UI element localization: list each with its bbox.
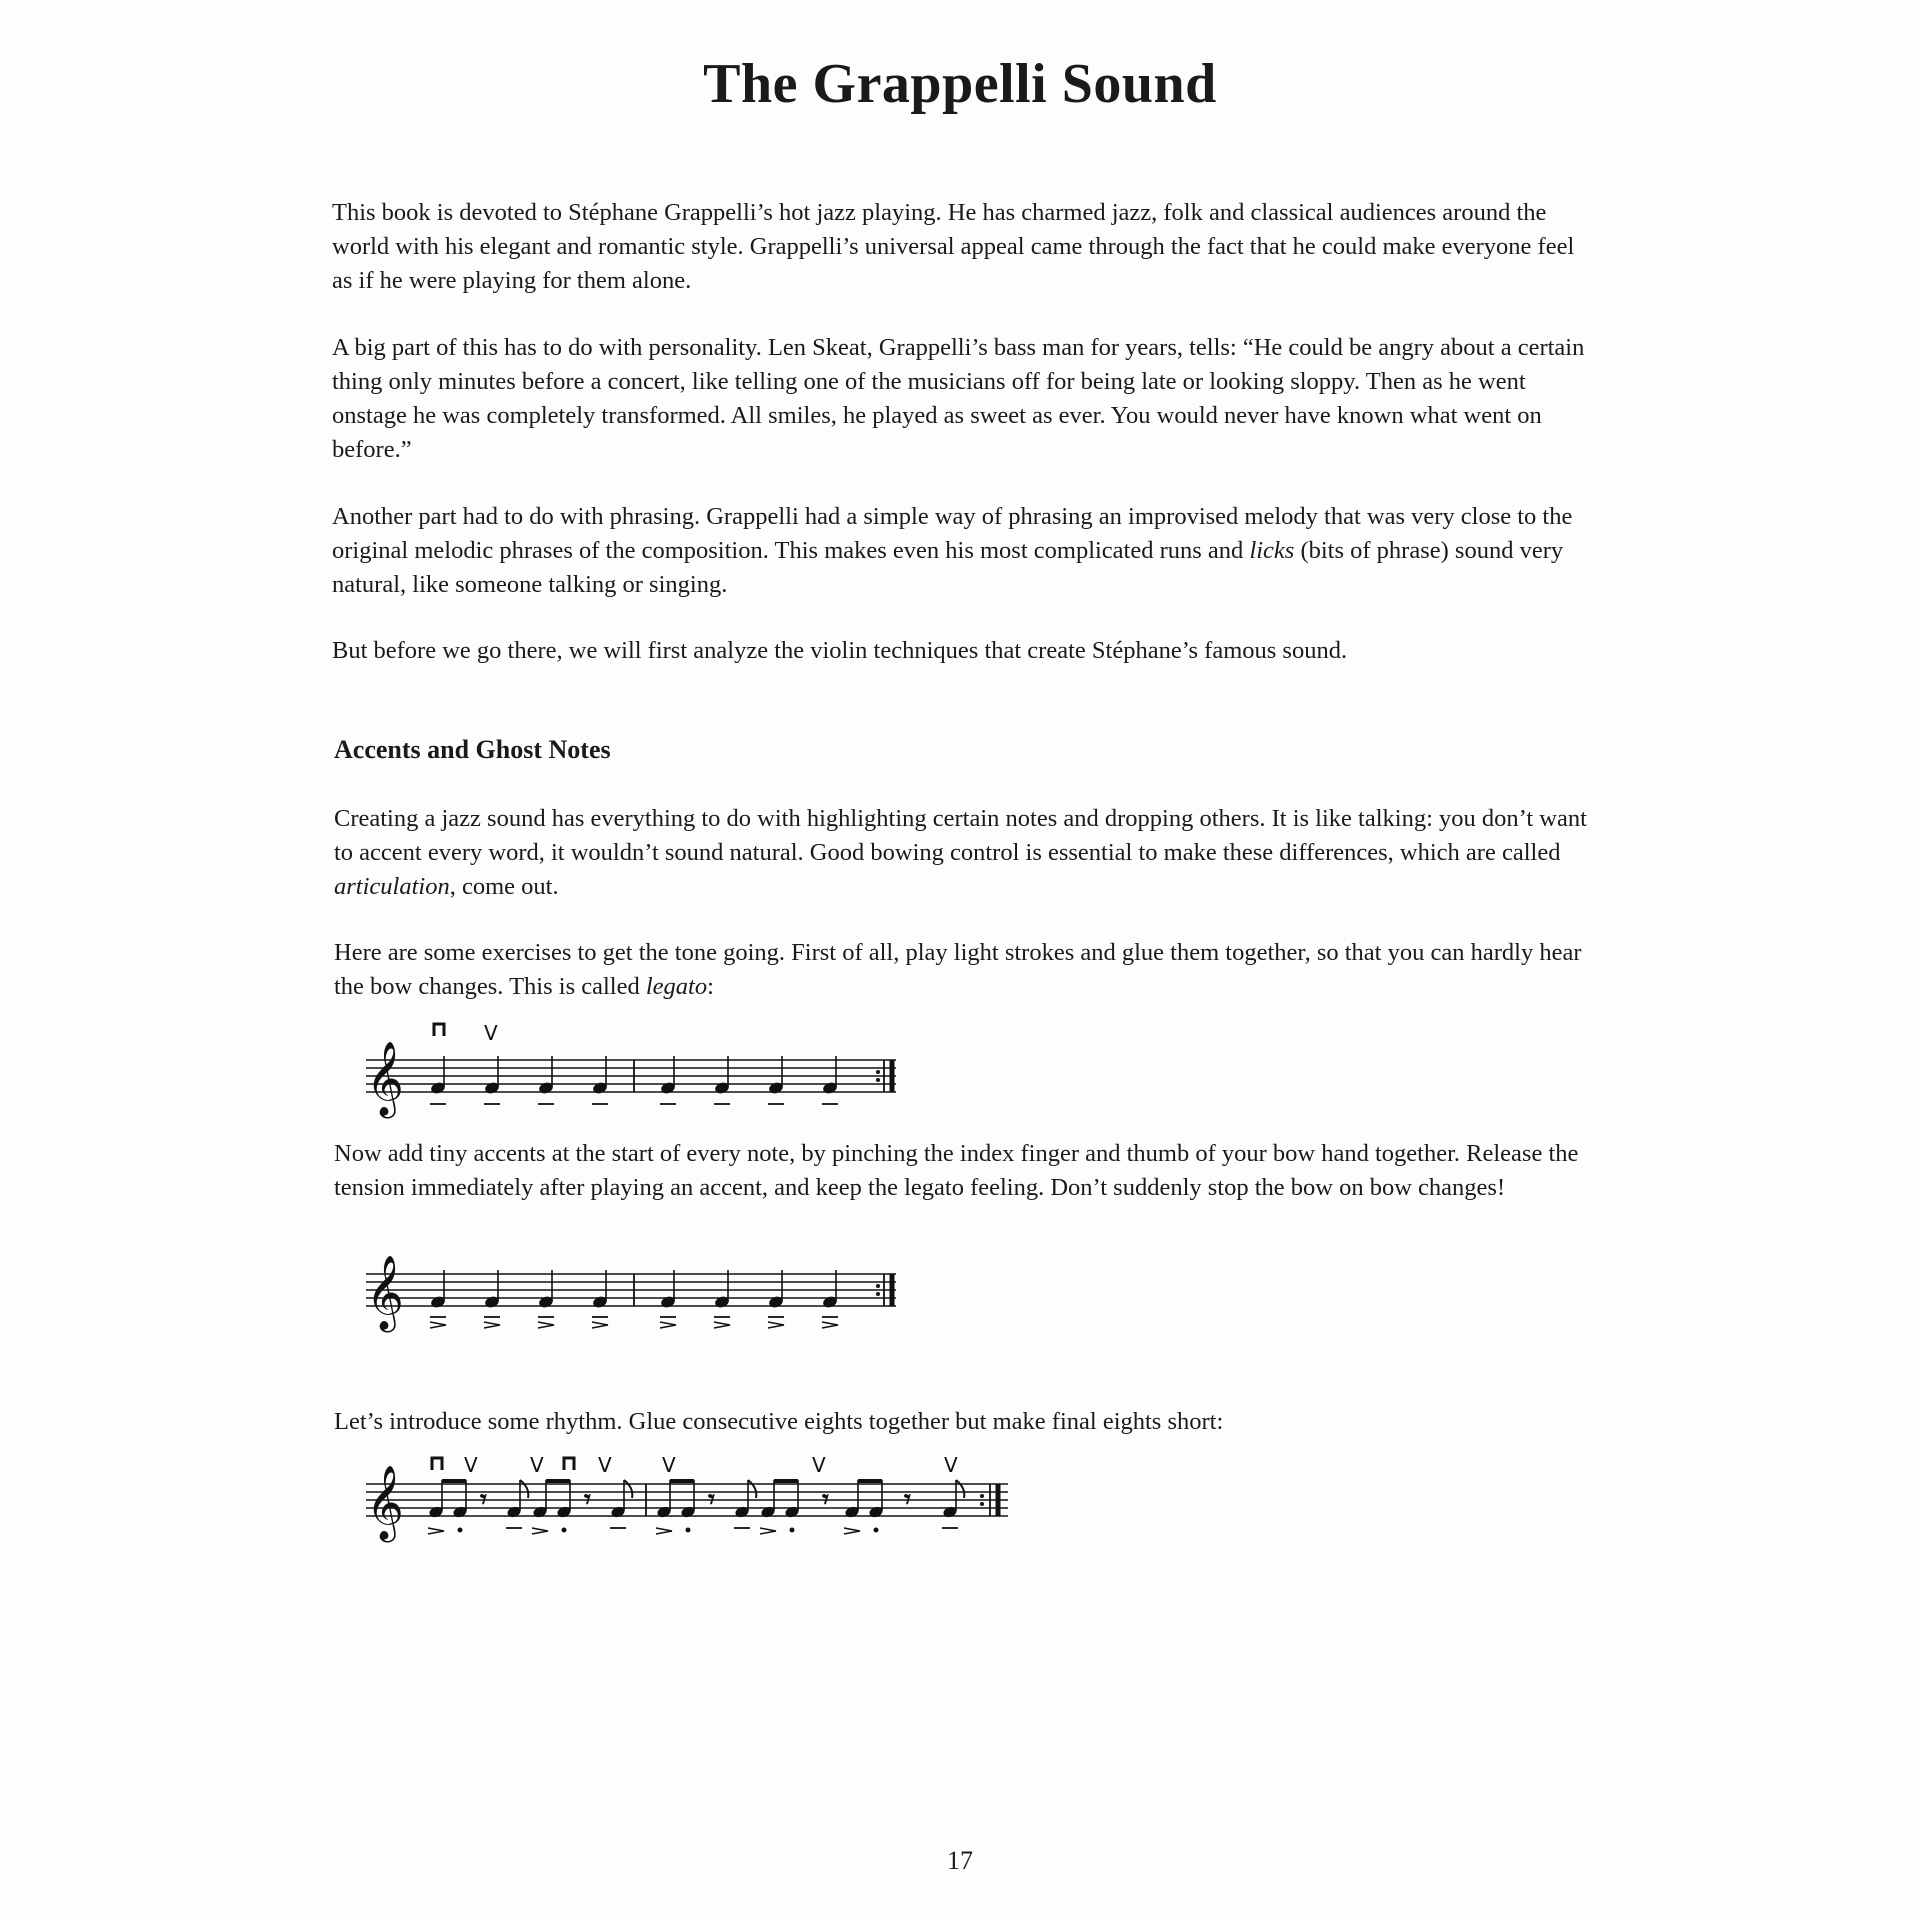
treble-clef-icon: 𝄞	[366, 1042, 404, 1116]
up-bow-icon: V	[530, 1453, 544, 1477]
up-bow-icon: V	[944, 1453, 958, 1477]
paragraph-intro: This book is devoted to Stéphane Grappelli’s hot jazz playing. He has charmed jazz, folk and classical audiences around the world with his elegant and romantic style. Grappelli’s universal appeal came through the fact that he could make everyone feel as if he were playing for them alone.	[332, 199, 1575, 294]
note	[538, 1056, 554, 1104]
up-bow-icon: V	[484, 1021, 498, 1045]
notes-group	[428, 1480, 964, 1534]
articulation-term: articulation	[334, 873, 450, 900]
note	[538, 1270, 554, 1328]
up-bow-icon: V	[812, 1453, 826, 1477]
eighth-rest-icon: 𝄾	[822, 1485, 829, 1515]
legato-term: legato	[645, 973, 708, 1000]
treble-clef-icon: 𝄞	[366, 1256, 404, 1330]
paragraph-transition: But before we go there, we will first analyze the violin techniques that create Stéphane’s famous sound.	[332, 637, 1348, 664]
notation-example-legato	[352, 1012, 912, 1122]
bowing-marks	[432, 1453, 958, 1477]
eighth-pair	[760, 1480, 799, 1534]
down-bow-icon	[564, 1458, 574, 1470]
paragraph-phrasing-text: Another part had to do with phrasing. Grappelli had a simple way of phrasing an improvised melody that was very close to the original melodic phrases of the composition. This makes even his most complicated runs and	[332, 503, 1573, 564]
notes-group	[430, 1270, 838, 1328]
note	[430, 1056, 446, 1104]
paragraph-phrasing-end: (bits of phrase) sound very natural, like someone talking or singing.	[332, 537, 1564, 598]
eighth-note	[734, 1480, 756, 1528]
note	[768, 1056, 784, 1104]
note	[660, 1056, 676, 1104]
up-bow-icon: V	[464, 1453, 478, 1477]
staff-lines	[366, 1274, 896, 1306]
paragraph-rhythm: Let’s introduce some rhythm. Glue consecutive eights together but make final eights short:	[334, 1408, 1224, 1435]
eighth-note	[942, 1480, 964, 1528]
note	[660, 1270, 676, 1328]
paragraph-articulation	[334, 802, 1594, 904]
eighth-rest-icon: 𝄾	[480, 1485, 487, 1515]
page-number: 17	[947, 1846, 973, 1875]
eighth-pair	[532, 1480, 571, 1534]
note	[592, 1270, 608, 1328]
note	[714, 1270, 730, 1328]
eighth-rest-icon: 𝄾	[584, 1485, 591, 1515]
note	[768, 1270, 784, 1328]
eighth-rest-icon: 𝄾	[708, 1485, 715, 1515]
note	[430, 1270, 446, 1328]
licks-term: licks	[1249, 537, 1295, 564]
section-heading: Accents and Ghost Notes	[334, 735, 611, 764]
paragraph-legato-end: :	[707, 973, 714, 1000]
treble-clef-icon: 𝄞	[366, 1466, 404, 1540]
notes-group	[430, 1056, 838, 1104]
eighth-pair	[656, 1480, 695, 1534]
note	[484, 1056, 500, 1104]
paragraph-personality: A big part of this has to do with personality. Len Skeat, Grappelli’s bass man for years, tells: “He could be angry about a certain thing only minutes before a concert, like telling one of the musicians off for being late or looking sloppy. Then as he went onstage he was completely transformed. All smiles, he played as sweet as ever. You would never have known what went on before.”	[332, 334, 1585, 463]
paragraph-legato-text: Here are some exercises to get the tone going. First of all, play light strokes and glue them together, so that you can hardly hear the bow changes. This is called	[334, 939, 1582, 1000]
eighth-note	[506, 1480, 528, 1528]
paragraph-legato	[334, 936, 1594, 1004]
paragraph-phrasing	[332, 500, 1592, 602]
up-bow-icon: V	[662, 1453, 676, 1477]
note	[822, 1270, 838, 1328]
notation-example-rhythm	[352, 1448, 1032, 1558]
down-bow-icon	[434, 1024, 444, 1036]
note	[822, 1056, 838, 1104]
note	[592, 1056, 608, 1104]
down-bow-icon	[432, 1458, 442, 1470]
eighth-rest-icon: 𝄾	[904, 1485, 911, 1515]
eighth-note	[610, 1480, 632, 1528]
paragraph-articulation-end: , come out.	[449, 873, 559, 900]
notation-example-accents	[352, 1246, 912, 1356]
paragraph-accents: Now add tiny accents at the start of every note, by pinching the index finger and thumb of your bow hand together. Release the tension immediately after playing an accent, and keep the legato feeling. Don’t suddenly stop the bow on bow changes!	[334, 1140, 1579, 1201]
up-bow-icon: V	[598, 1453, 612, 1477]
note	[714, 1056, 730, 1104]
page-title: The Grappelli Sound	[703, 53, 1217, 115]
note	[484, 1270, 500, 1328]
eighth-pair	[844, 1480, 883, 1534]
paragraph-articulation-text: Creating a jazz sound has everything to do with highlighting certain notes and dropping others. It is like talking: you don’t want to accent every word, it wouldn’t sound natural. Good bowing control is essential to make these differences, which are called	[334, 805, 1587, 866]
eighth-pair	[428, 1480, 467, 1534]
staff-lines	[366, 1060, 896, 1092]
